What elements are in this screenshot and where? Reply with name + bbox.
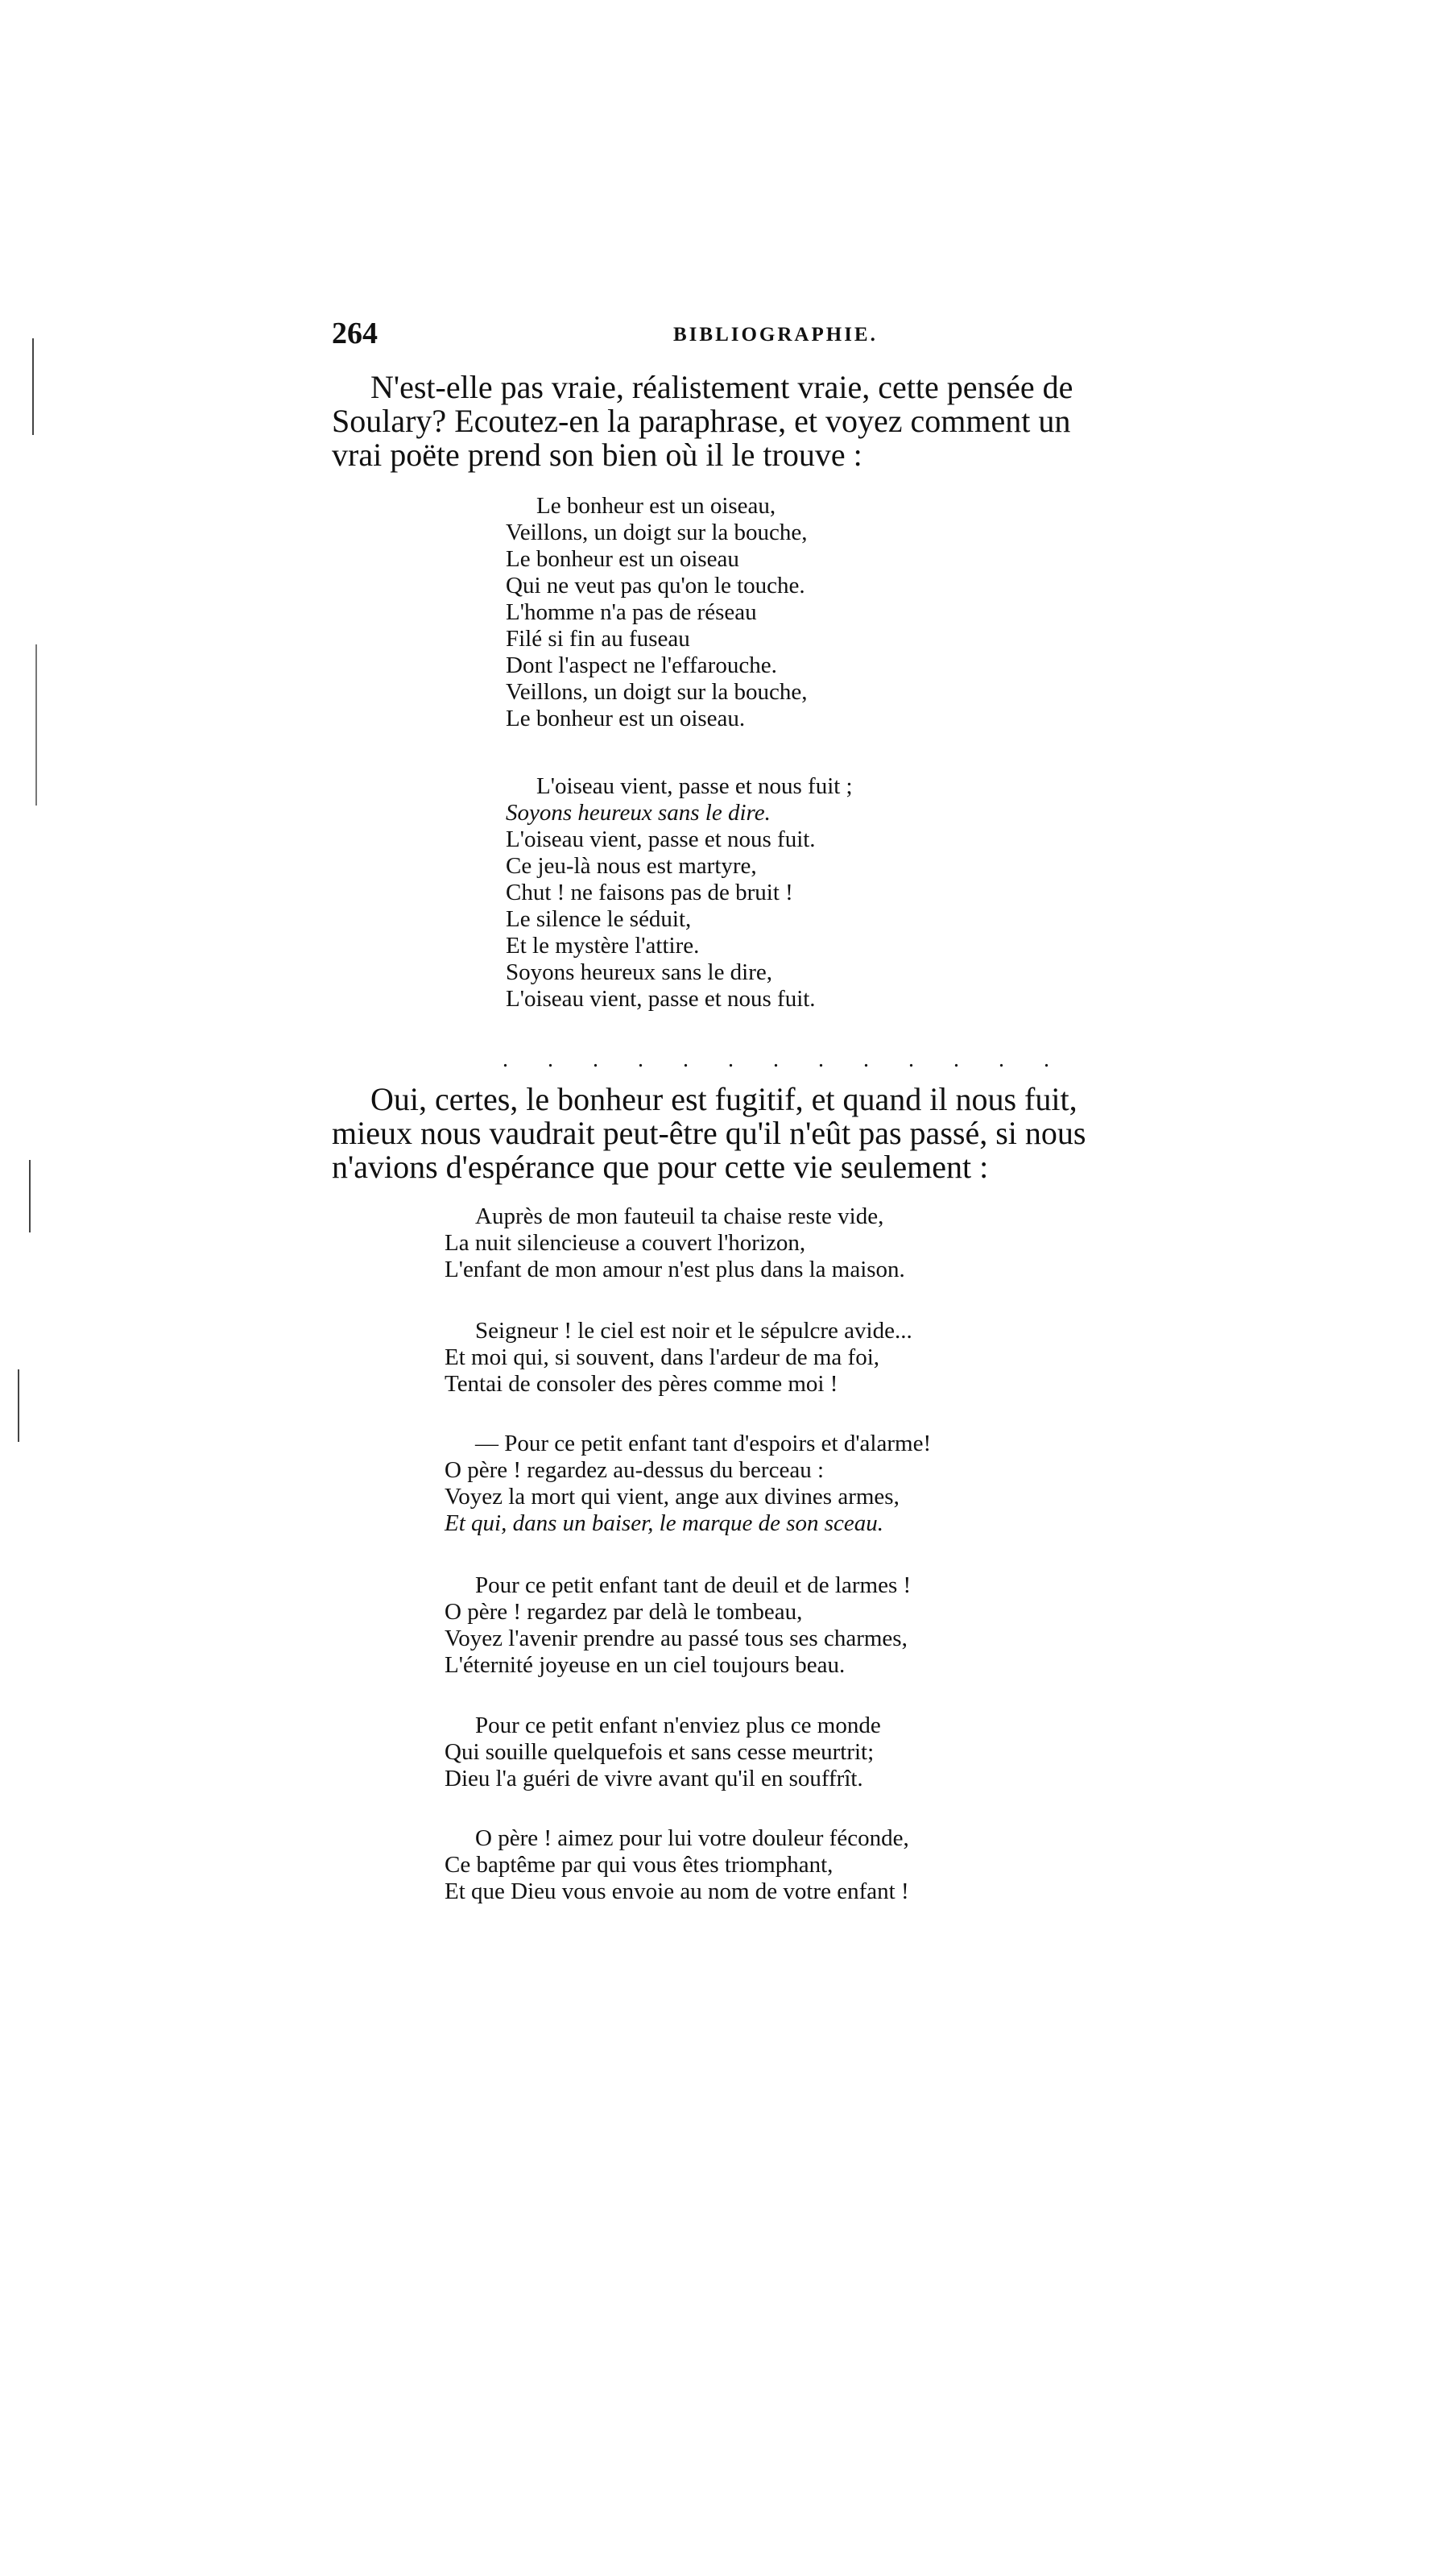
running-title: BIBLIOGRAPHIE.: [673, 324, 878, 346]
text-line: N'est-elle pas vraie, réalistement vraie, cette pensée de: [370, 369, 1073, 405]
poem2-stanza-2: [445, 1318, 912, 1398]
verse-line: O père ! regardez par delà le tombeau,: [445, 1599, 803, 1625]
verse-line: Voyez l'avenir prendre au passé tous ses charmes,: [445, 1626, 908, 1651]
verse-line: Qui ne veut pas qu'on le touche.: [506, 573, 805, 599]
verse-line: Dieu l'a guéri de vivre avant qu'il en souffrît.: [445, 1766, 863, 1791]
verse-line: Le bonheur est un oiseau: [506, 546, 739, 572]
page-header: [332, 316, 879, 356]
page-number: 264: [332, 317, 378, 350]
verse-line: O père ! aimez pour lui votre douleur féconde,: [475, 1825, 909, 1851]
verse-line: Qui souille quelquefois et sans cesse meurtrit;: [445, 1739, 875, 1765]
verse-line: Et moi qui, si souvent, dans l'ardeur de ma foi,: [445, 1344, 880, 1370]
text-line: Oui, certes, le bonheur est fugitif, et quand il nous fuit,: [370, 1081, 1078, 1117]
verse-line: Et le mystère l'attire.: [506, 933, 700, 959]
text-line: Soulary? Ecoutez-en la paraphrase, et voyez comment un: [332, 403, 1071, 439]
verse-line: Veillons, un doigt sur la bouche,: [506, 520, 808, 545]
verse-line: Tentai de consoler des pères comme moi !: [445, 1371, 838, 1397]
verse-line: Seigneur ! le ciel est noir et le sépulcre avide...: [475, 1318, 912, 1344]
verse-line: Pour ce petit enfant tant de deuil et de larmes !: [475, 1572, 912, 1598]
text-line: mieux nous vaudrait peut-être qu'il n'eût pas passé, si nous: [332, 1115, 1086, 1151]
margin-mark: [35, 644, 37, 806]
verse-line: L'oiseau vient, passe et nous fuit.: [506, 986, 816, 1012]
verse-line: O père ! regardez au-dessus du berceau :: [445, 1457, 825, 1483]
poem2-stanza-5: [445, 1713, 881, 1792]
verse-line: Et qui, dans un baiser, le marque de son sceau.: [445, 1510, 884, 1536]
poem2-stanza-3: [445, 1431, 931, 1537]
verse-line: Voyez la mort qui vient, ange aux divines armes,: [445, 1484, 900, 1510]
verse-line: Ce baptême par qui vous êtes triomphant,: [445, 1852, 833, 1878]
verse-line: Pour ce petit enfant n'enviez plus ce monde: [475, 1713, 881, 1738]
verse-line: Dont l'aspect ne l'effarouche.: [506, 652, 777, 678]
middle-paragraph: [332, 1083, 1202, 1184]
ellipsis-row: . . . . . . . . . . . . .: [503, 1047, 1066, 1072]
verse-line: Soyons heureux sans le dire.: [506, 800, 771, 826]
verse-line: Le silence le séduit,: [506, 906, 692, 932]
verse-line: Auprès de mon fauteuil ta chaise reste vide,: [475, 1203, 884, 1229]
poem2-stanza-6: [445, 1825, 909, 1905]
margin-mark: [29, 1160, 31, 1232]
poem1-stanza-1: [506, 493, 808, 732]
text-line: n'avions d'espérance que pour cette vie seulement :: [332, 1149, 989, 1185]
text-line: vrai poëte prend son bien où il le trouve :: [332, 437, 862, 473]
intro-paragraph: [332, 371, 1202, 472]
verse-line: L'enfant de mon amour n'est plus dans la maison.: [445, 1257, 905, 1282]
margin-mark: [18, 1369, 19, 1442]
poem1-stanza-2: [506, 773, 853, 1013]
verse-line: L'oiseau vient, passe et nous fuit.: [506, 826, 816, 852]
verse-line: Le bonheur est un oiseau,: [536, 493, 776, 519]
verse-line: L'homme n'a pas de réseau: [506, 599, 757, 625]
verse-line: Veillons, un doigt sur la bouche,: [506, 679, 808, 705]
verse-line: Le bonheur est un oiseau.: [506, 706, 746, 731]
verse-line: Chut ! ne faisons pas de bruit !: [506, 880, 793, 905]
poem2-stanza-1: [445, 1203, 905, 1283]
poem2-stanza-4: [445, 1572, 911, 1679]
verse-line: La nuit silencieuse a couvert l'horizon,: [445, 1230, 806, 1256]
verse-line: L'éternité joyeuse en un ciel toujours beau.: [445, 1652, 846, 1678]
verse-line: L'oiseau vient, passe et nous fuit ;: [536, 773, 853, 799]
verse-line: Filé si fin au fuseau: [506, 626, 690, 652]
verse-line: Soyons heureux sans le dire,: [506, 959, 773, 985]
verse-line: Et que Dieu vous envoie au nom de votre enfant !: [445, 1878, 909, 1904]
verse-line: Ce jeu-là nous est martyre,: [506, 853, 757, 879]
margin-mark: [32, 338, 34, 435]
verse-line: — Pour ce petit enfant tant d'espoirs et d'alarme!: [475, 1431, 932, 1456]
